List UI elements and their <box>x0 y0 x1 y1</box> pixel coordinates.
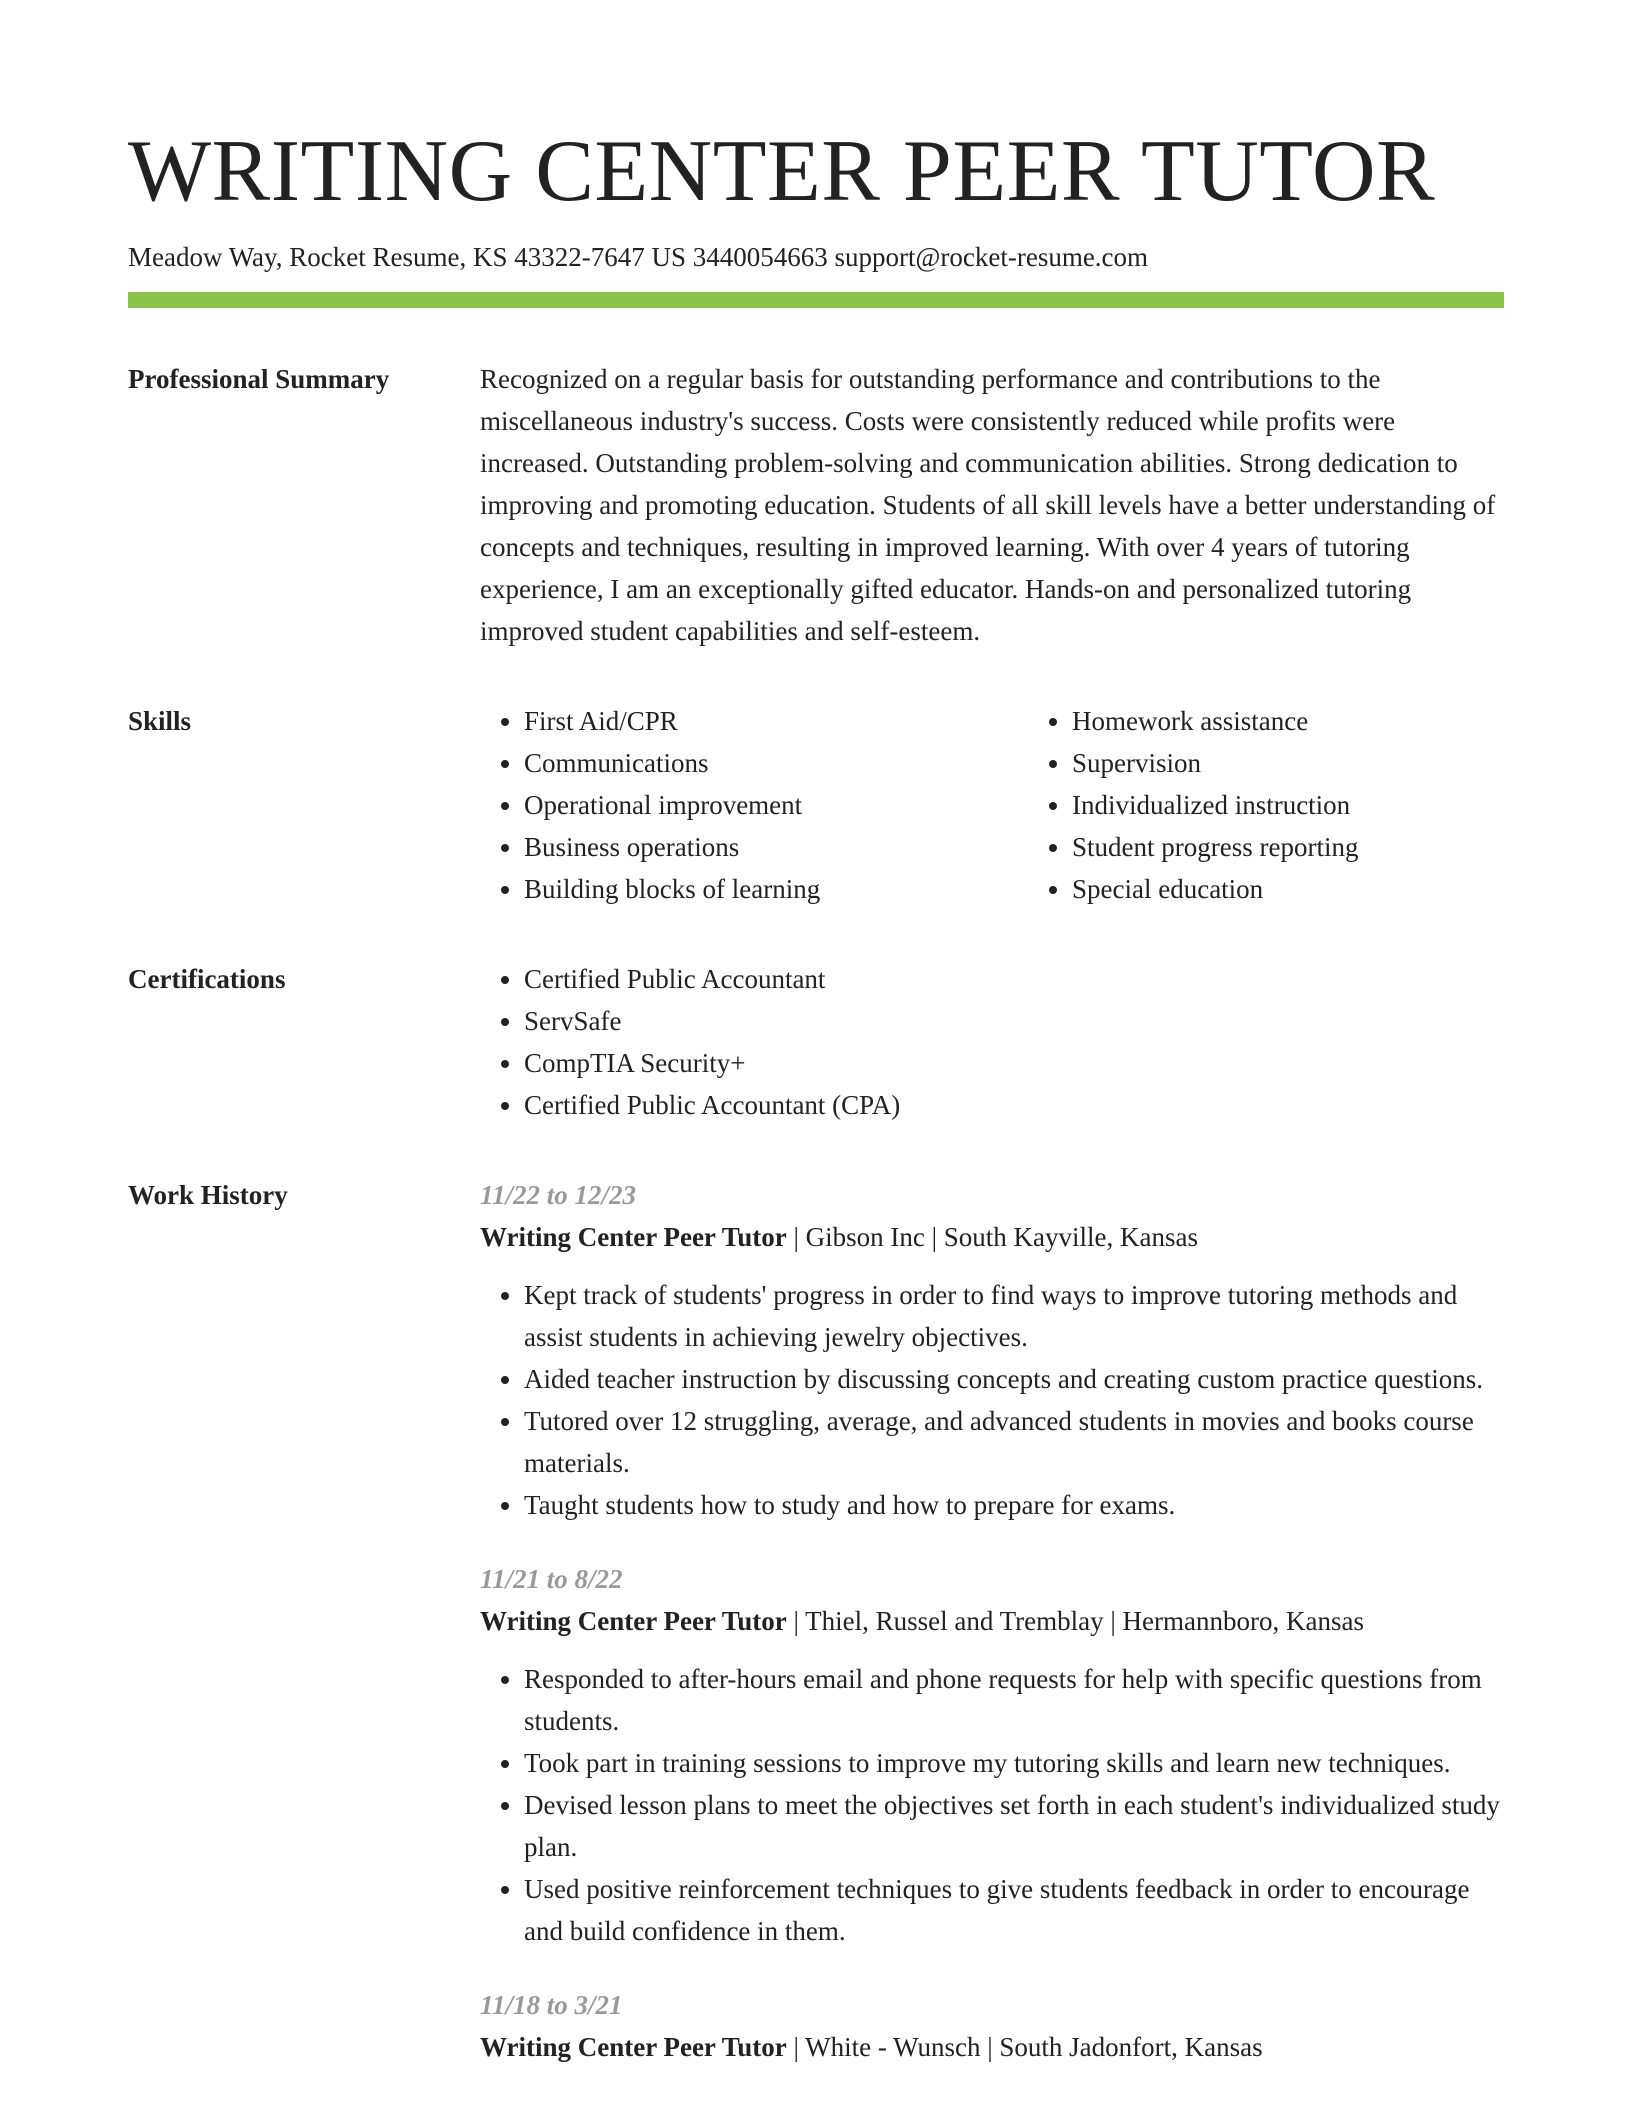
skill-item: • Business operations <box>524 826 1028 868</box>
job-bullet: • Tutored over 12 struggling, average, and advanced students in movies and books course materials. <box>524 1400 1504 1484</box>
job-bullets <box>480 1274 1504 1526</box>
job-dates: 11/18 to 3/21 <box>480 1990 623 2020</box>
skill-item: • Communications <box>524 742 1028 784</box>
job-bullet: • Devised lesson plans to meet the objectives set forth in each student's individualized study plan. <box>524 1784 1504 1868</box>
skill-item: • Building blocks of learning <box>524 868 1028 910</box>
job-bullet: • Responded to after-hours email and phone requests for help with specific questions from students. <box>524 1658 1504 1742</box>
job-title: Writing Center Peer Tutor <box>480 1606 787 1636</box>
skills-list-right <box>1028 700 1576 910</box>
job-bullets <box>480 1658 1504 1952</box>
contact-line: Meadow Way, Rocket Resume, KS 43322-7647 US 3440054663 support@rocket-resume.com <box>128 242 1149 272</box>
header-divider <box>128 292 1504 308</box>
skill-item: • Special education <box>1072 868 1576 910</box>
skill-item: • First Aid/CPR <box>524 700 1028 742</box>
job-bullet: • Taught students how to study and how to prepare for exams. <box>524 1484 1504 1526</box>
skills-section <box>128 700 1504 910</box>
job-header <box>480 1216 1504 1258</box>
resume-name: WRITING CENTER PEER TUTOR <box>128 123 1436 220</box>
certification-item: • ServSafe <box>524 1000 1504 1042</box>
job-header <box>480 1600 1504 1642</box>
job-employer-location: | Gibson Inc | South Kayville, Kansas <box>786 1222 1198 1252</box>
job-dates: 11/22 to 12/23 <box>480 1180 637 1210</box>
job-title: Writing Center Peer Tutor <box>480 1222 787 1252</box>
skill-item: • Student progress reporting <box>1072 826 1576 868</box>
work-history-heading: Work History <box>128 1180 288 1210</box>
skill-item: • Operational improvement <box>524 784 1028 826</box>
skill-item: • Supervision <box>1072 742 1576 784</box>
skill-item: • Homework assistance <box>1072 700 1576 742</box>
skills-list-left <box>480 700 1028 910</box>
resume-page <box>128 0 1504 2100</box>
skills-heading: Skills <box>128 706 192 736</box>
job-entry <box>480 1984 1504 2068</box>
summary-text: Recognized on a regular basis for outstanding performance and contributions to the miscellaneous industry's success. Costs were consistently reduced while profits were increased. Outstanding problem-solving and communication abilities. Strong dedication to improving and promoting education. Students of all skill levels have a better understanding of concepts and techniques, resulting in improved learning. With over 4 years of tutoring experience, I am an exceptionally gifted educator. Hands-on and personalized tutoring improved student capabilities and self-esteem. <box>480 364 1496 646</box>
summary-heading: Professional Summary <box>128 364 390 394</box>
certifications-heading: Certifications <box>128 964 286 994</box>
job-employer-location: | White - Wunsch | South Jadonfort, Kansas <box>786 2032 1263 2062</box>
certifications-section <box>128 958 1504 1126</box>
job-bullet: • Aided teacher instruction by discussing concepts and creating custom practice questions. <box>524 1358 1504 1400</box>
job-employer-location: | Thiel, Russel and Tremblay | Hermannboro, Kansas <box>786 1606 1364 1636</box>
summary-section <box>128 358 1504 652</box>
job-bullet: • Used positive reinforcement techniques to give students feedback in order to encourage and build confidence in them. <box>524 1868 1504 1952</box>
job-entry <box>480 1558 1504 1952</box>
certification-item: • Certified Public Accountant <box>524 958 1504 1000</box>
job-title: Writing Center Peer Tutor <box>480 2032 787 2062</box>
job-bullet: • Took part in training sessions to improve my tutoring skills and learn new techniques. <box>524 1742 1504 1784</box>
job-entry <box>480 1174 1504 1526</box>
certification-item: • Certified Public Accountant (CPA) <box>524 1084 1504 1126</box>
work-history-section <box>128 1174 1504 2100</box>
job-dates: 11/21 to 8/22 <box>480 1564 623 1594</box>
certification-item: • CompTIA Security+ <box>524 1042 1504 1084</box>
job-bullet: • Kept track of students' progress in order to find ways to improve tutoring methods and assist students in achieving jewelry objectives. <box>524 1274 1504 1358</box>
skill-item: • Individualized instruction <box>1072 784 1576 826</box>
certifications-list <box>480 958 1504 1126</box>
job-header <box>480 2026 1504 2068</box>
